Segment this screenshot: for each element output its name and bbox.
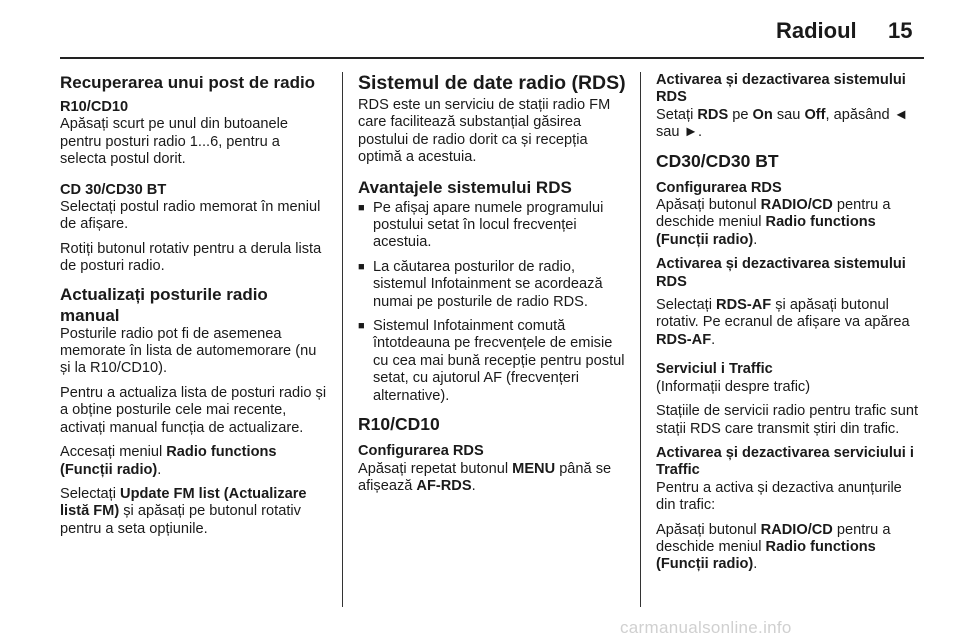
header-rule bbox=[60, 57, 924, 59]
subheading-traffic: Serviciul i Traffic bbox=[656, 361, 773, 378]
watermark: carmanualsonline.info bbox=[620, 618, 792, 637]
column-divider bbox=[342, 72, 343, 607]
subheading-activ-rds: Activarea și dezactivarea sistemului RDS bbox=[656, 72, 906, 106]
paragraph: Apăsați scurt pe unul din butoanele pentru posturi radio 1...6, pentru a selecta postul dorit. bbox=[60, 116, 288, 168]
list-item: ■ Sistemul Infotainment comută întotdeauna pe frecvențele de emisie cu cea mai bună recepție pentru postul setat, cu ajutorul AF (frecvențeri alternative). bbox=[358, 318, 626, 405]
menu-term: Radio functions (Funcții radio) bbox=[60, 444, 277, 478]
section-heading-recuperare: Recuperarea unui post de radio bbox=[60, 73, 316, 92]
subheading-activ-traffic: Activarea și dezactivarea serviciului i Traffic bbox=[656, 444, 914, 479]
subheading-activ-rds-2: Activarea și dezactivarea sistemului RDS bbox=[656, 256, 906, 290]
paragraph: Rotiți butonul rotativ pentru a derula lista de posturi radio. bbox=[60, 240, 322, 275]
section-heading-avantaje: Avantajele sistemului RDS bbox=[358, 177, 572, 197]
paragraph: Stațiile de servicii radio pentru trafic sunt stații RDS care transmit știri din trafic. bbox=[656, 403, 918, 437]
column-3 bbox=[656, 72, 924, 581]
page-number: 15 bbox=[888, 18, 913, 43]
paragraph: Pentru a actualiza lista de posturi radio și a obține posturile cele mai recente, activați manual funcția de actualizare. bbox=[60, 384, 327, 436]
paragraph: Apăsați butonul RADIO/CD pentru a deschide meniul Radio functions (Funcții radio). bbox=[656, 197, 891, 248]
section-heading-actualizati: Actualizați posturile radio manual bbox=[60, 284, 268, 325]
bullet-list bbox=[358, 200, 626, 405]
column-2 bbox=[358, 72, 626, 502]
section-heading-rds: Sistemul de date radio (RDS) bbox=[358, 72, 626, 94]
menu-term: Update FM list (Actualizare listă FM) bbox=[60, 485, 307, 520]
paragraph: Accesați meniul Radio functions (Funcții radio). bbox=[60, 444, 277, 478]
paragraph: Selectați postul radio memorat în meniul de afișare. bbox=[60, 199, 321, 233]
list-item: ■ La căutarea posturilor de radio, sistemul Infotainment se acordează numai pe posturile de radio RDS. bbox=[358, 259, 626, 311]
paragraph: Selectați Update FM list (Actualizare listă FM) și apăsați pe butonul rotativ pentru a seta opțiunile. bbox=[60, 485, 307, 537]
column-divider bbox=[640, 72, 641, 607]
paragraph: Pentru a activa și dezactiva anunțurile din trafic: bbox=[656, 479, 902, 514]
subheading-config: Configurarea RDS bbox=[358, 443, 484, 460]
paragraph: Posturile radio pot fi de asemenea memorate în lista de automemorare (nu și la R10/CD10). bbox=[60, 325, 317, 377]
section-heading-cd30: CD30/CD30 BT bbox=[656, 150, 779, 171]
list-item: ■ Pe afișaj apare numele programului postului setat în locul frecvenței acestuia. bbox=[358, 200, 626, 252]
section-heading-r10: R10/CD10 bbox=[358, 414, 440, 435]
paragraph: (Informații despre trafic) bbox=[656, 378, 811, 395]
column-1 bbox=[60, 72, 328, 545]
paragraph: Apăsați repetat butonul MENU până se afișează AF-RDS. bbox=[358, 460, 612, 494]
subheading-r10: R10/CD10 bbox=[60, 99, 129, 115]
page-title: Radioul bbox=[776, 18, 857, 43]
paragraph: Apăsați butonul RADIO/CD pentru a deschide meniul Radio functions (Funcții radio). bbox=[656, 521, 891, 573]
paragraph: Selectați RDS-AF și apăsați butonul rotativ. Pe ecranul de afișare va apărea RDS-AF. bbox=[656, 297, 910, 348]
paragraph: RDS este un serviciu de stații radio FM care facilitează substanțial găsirea postului de radio dorit ca și recepția optimă a acestuia. bbox=[358, 97, 611, 166]
subheading-config: Configurarea RDS bbox=[656, 179, 782, 196]
paragraph: Setați RDS pe On sau Off, apăsând ◄ sau ►. bbox=[656, 106, 909, 141]
subheading-cd30: CD 30/CD30 BT bbox=[60, 181, 167, 198]
